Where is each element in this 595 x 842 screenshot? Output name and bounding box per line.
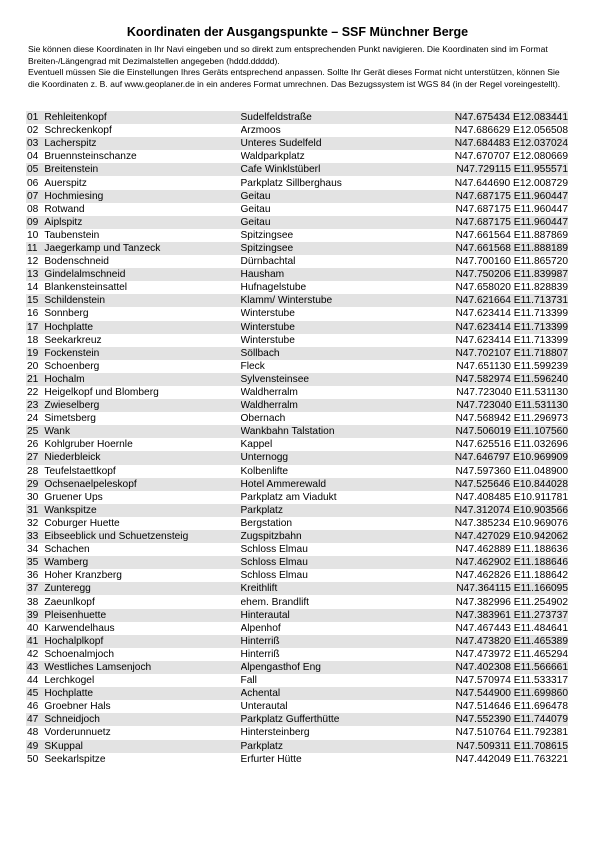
table-row bbox=[26, 242, 568, 255]
coordinates: N47.544900 E11.699860 bbox=[455, 688, 568, 700]
table-row bbox=[26, 465, 568, 478]
table-row bbox=[26, 307, 568, 320]
coordinates: N47.700160 E11.865720 bbox=[455, 256, 568, 268]
start-point: Geitau bbox=[240, 203, 271, 215]
start-point: Erfurter Hütte bbox=[240, 753, 302, 765]
table-row bbox=[26, 268, 568, 281]
start-point: Unteres Sudelfeld bbox=[240, 138, 322, 150]
table-row bbox=[26, 713, 568, 726]
start-point: Parkplatz am Viadukt bbox=[240, 491, 337, 503]
table-row bbox=[26, 674, 568, 687]
table-row bbox=[26, 412, 568, 425]
table-row bbox=[26, 726, 568, 739]
start-point: ehem. Brandlift bbox=[240, 596, 310, 608]
summit-name: Hochplatte bbox=[44, 688, 94, 700]
start-point: Hufnagelstube bbox=[240, 282, 307, 294]
summit-name: Wankspitze bbox=[44, 504, 97, 516]
table-row bbox=[26, 740, 568, 753]
start-point: Sudelfeldstraße bbox=[240, 112, 312, 124]
table-row bbox=[26, 163, 568, 176]
start-point: Dürnbachtal bbox=[240, 256, 296, 268]
row-number: 19 bbox=[27, 347, 39, 359]
row-number: 34 bbox=[27, 544, 39, 556]
start-point: Cafe Winklstüberl bbox=[240, 164, 321, 176]
row-number: 26 bbox=[27, 439, 39, 451]
coordinates: N47.402308 E11.566661 bbox=[455, 661, 568, 673]
start-point: Schloss Elmau bbox=[240, 570, 308, 582]
row-number: 50 bbox=[27, 753, 39, 765]
table-row bbox=[26, 582, 568, 595]
row-number: 08 bbox=[27, 203, 39, 215]
row-number: 32 bbox=[27, 517, 39, 529]
table-row bbox=[26, 622, 568, 635]
start-point: Waldparkplatz bbox=[240, 151, 305, 163]
summit-name: Rotwand bbox=[44, 203, 85, 215]
start-point: Klamm/ Winterstube bbox=[240, 295, 333, 307]
table-row bbox=[26, 321, 568, 334]
table-row bbox=[26, 530, 568, 543]
summit-name: Niederbleick bbox=[44, 452, 101, 464]
coordinates: N47.467443 E11.484641 bbox=[455, 622, 568, 634]
table-row bbox=[26, 203, 568, 216]
row-number: 02 bbox=[27, 125, 39, 137]
row-number: 44 bbox=[27, 675, 39, 687]
coordinates: N47.750206 E11.839987 bbox=[455, 269, 568, 281]
row-number: 41 bbox=[27, 635, 39, 647]
row-number: 27 bbox=[27, 452, 39, 464]
row-number: 22 bbox=[27, 387, 39, 399]
row-number: 36 bbox=[27, 570, 39, 582]
coordinates: N47.364115 E11.166095 bbox=[456, 583, 568, 595]
intro-text bbox=[28, 44, 568, 90]
start-point: Winterstube bbox=[240, 321, 295, 333]
summit-name: Hochplatte bbox=[44, 321, 94, 333]
table-row bbox=[26, 478, 568, 491]
summit-name: Hoher Kranzberg bbox=[44, 570, 122, 582]
row-number: 07 bbox=[27, 190, 39, 202]
row-number: 18 bbox=[27, 334, 39, 346]
table-row bbox=[26, 190, 568, 203]
coordinates: N47.462889 E11.188636 bbox=[455, 544, 568, 556]
start-point: Parkplatz bbox=[240, 504, 283, 516]
coordinates: N47.568942 E11.296973 bbox=[455, 413, 568, 425]
table-row bbox=[26, 294, 568, 307]
start-point: Parkplatz Gufferthütte bbox=[240, 714, 340, 726]
table-row bbox=[26, 281, 568, 294]
start-point: Hotel Ammerewald bbox=[240, 478, 326, 490]
row-number: 43 bbox=[27, 661, 39, 673]
start-point: Unternogg bbox=[240, 452, 289, 464]
coordinates: N47.644690 E12.008729 bbox=[454, 177, 568, 189]
row-number: 21 bbox=[27, 373, 39, 385]
start-point: Arzmoos bbox=[240, 125, 281, 137]
start-point: Hintersteinberg bbox=[240, 727, 310, 739]
summit-name: Aiplspitz bbox=[44, 216, 83, 228]
table-row bbox=[26, 150, 568, 163]
row-number: 35 bbox=[27, 557, 39, 569]
table-row bbox=[26, 753, 568, 766]
row-number: 10 bbox=[27, 229, 39, 241]
start-point: Obernach bbox=[240, 413, 286, 425]
summit-name: Groebner Hals bbox=[44, 701, 111, 713]
summit-name: Lacherspitz bbox=[44, 138, 97, 150]
coordinates: N47.570974 E11.533317 bbox=[455, 675, 568, 687]
coordinates: N47.385234 E10.969076 bbox=[454, 517, 568, 529]
row-number: 25 bbox=[27, 426, 39, 438]
table-row bbox=[26, 595, 568, 608]
start-point: Spitzingsee bbox=[240, 229, 294, 241]
start-point: Fall bbox=[240, 675, 257, 687]
row-number: 48 bbox=[27, 727, 39, 739]
summit-name: Blankensteinsattel bbox=[44, 282, 128, 294]
summit-name: Sonnberg bbox=[44, 308, 89, 320]
table-row bbox=[26, 451, 568, 464]
table-row bbox=[26, 229, 568, 242]
start-point: Kappel bbox=[240, 439, 273, 451]
start-point: Parkplatz bbox=[240, 740, 283, 752]
start-point: Geitau bbox=[240, 190, 271, 202]
summit-name: Hochmiesing bbox=[44, 190, 104, 202]
start-point: Parkplatz Sillberghaus bbox=[240, 177, 342, 189]
row-number: 03 bbox=[27, 138, 39, 150]
start-point: Waldherralm bbox=[240, 387, 298, 399]
coordinates: N47.702107 E11.718807 bbox=[455, 347, 568, 359]
table-row bbox=[26, 360, 568, 373]
table-row bbox=[26, 124, 568, 137]
table-row bbox=[26, 609, 568, 622]
coordinates: N47.729115 E11.955571 bbox=[456, 164, 568, 176]
summit-name: Simetsberg bbox=[44, 413, 96, 425]
coordinates: N47.382996 E11.254902 bbox=[455, 596, 568, 608]
summit-name: Wamberg bbox=[44, 557, 89, 569]
start-point: Waldherralm bbox=[240, 400, 298, 412]
row-number: 46 bbox=[27, 701, 39, 713]
coordinates: N47.473972 E11.465294 bbox=[455, 648, 568, 660]
table-row bbox=[26, 569, 568, 582]
coordinates: N47.525646 E10.844028 bbox=[454, 478, 568, 490]
coordinates-table bbox=[26, 111, 568, 766]
coordinates: N47.686629 E12.056508 bbox=[454, 125, 568, 137]
start-point: Söllbach bbox=[240, 347, 280, 359]
table-row bbox=[26, 373, 568, 386]
coordinates: N47.723040 E11.531130 bbox=[456, 387, 568, 399]
row-number: 01 bbox=[27, 112, 39, 124]
coordinates: N47.623414 E11.713399 bbox=[455, 308, 568, 320]
coordinates: N47.651130 E11.599239 bbox=[456, 360, 568, 372]
start-point: Achental bbox=[240, 688, 281, 700]
table-row bbox=[26, 386, 568, 399]
row-number: 06 bbox=[27, 177, 39, 189]
coordinates: N47.661564 E11.887869 bbox=[455, 229, 568, 241]
table-row bbox=[26, 504, 568, 517]
row-number: 45 bbox=[27, 688, 39, 700]
summit-name: Fockenstein bbox=[44, 347, 100, 359]
summit-name: Wank bbox=[44, 426, 71, 438]
start-point: Unterautal bbox=[240, 701, 288, 713]
coordinates: N47.684483 E12.037024 bbox=[454, 138, 568, 150]
start-point: Schloss Elmau bbox=[240, 544, 308, 556]
coordinates: N47.687175 E11.960447 bbox=[455, 203, 568, 215]
table-row bbox=[26, 491, 568, 504]
summit-name: Eibseeblick und Schuetzensteig bbox=[44, 531, 189, 543]
summit-name: Schildenstein bbox=[44, 295, 105, 307]
row-number: 09 bbox=[27, 216, 39, 228]
table-row bbox=[26, 347, 568, 360]
summit-name: Seekarkreuz bbox=[44, 334, 102, 346]
row-number: 38 bbox=[27, 596, 39, 608]
start-point: Hinterautal bbox=[240, 609, 290, 621]
summit-name: Schreckenkopf bbox=[44, 125, 112, 137]
table-row bbox=[26, 425, 568, 438]
summit-name: Lerchkogel bbox=[44, 675, 95, 687]
intro-paragraph: Eventuell müssen Sie die Einstellungen Ihres Geräts entsprechend anpassen. Sollte Ihr Gerät dieses Format nicht unterstützen, können Sie die Koordinaten z. B. auf www.geoplaner.de in ein anderes Format umrechnen. Das Bezugssystem ist WGS 84 (in der Regel voreingestellt). bbox=[28, 67, 561, 89]
row-number: 13 bbox=[27, 269, 39, 281]
coordinates: N47.506019 E11.107560 bbox=[455, 426, 568, 438]
start-point: Fleck bbox=[240, 360, 265, 372]
summit-name: Schoenalmjoch bbox=[44, 648, 115, 660]
coordinates: N47.646797 E10.969909 bbox=[454, 452, 568, 464]
row-number: 20 bbox=[27, 360, 39, 372]
row-number: 24 bbox=[27, 413, 39, 425]
row-number: 37 bbox=[27, 583, 39, 595]
summit-name: Zunteregg bbox=[44, 583, 91, 595]
summit-name: Heigelkopf und Blomberg bbox=[44, 387, 159, 399]
summit-name: Schoenberg bbox=[44, 360, 100, 372]
summit-name: Gruener Ups bbox=[44, 491, 103, 503]
coordinates: N47.427029 E10.942062 bbox=[454, 531, 568, 543]
start-point: Winterstube bbox=[240, 334, 295, 346]
coordinates: N47.473820 E11.465389 bbox=[455, 635, 568, 647]
summit-name: Schneidjoch bbox=[44, 714, 100, 726]
row-number: 05 bbox=[27, 164, 39, 176]
summit-name: Hochalm bbox=[44, 373, 85, 385]
table-row bbox=[26, 700, 568, 713]
table-row bbox=[26, 216, 568, 229]
summit-name: Bodenschneid bbox=[44, 256, 109, 268]
table-row bbox=[26, 648, 568, 661]
table-row bbox=[26, 687, 568, 700]
row-number: 29 bbox=[27, 478, 39, 490]
summit-name: Coburger Huette bbox=[44, 517, 120, 529]
table-row bbox=[26, 543, 568, 556]
page-title: Koordinaten der Ausgangspunkte – SSF Münchner Berge bbox=[126, 25, 469, 39]
coordinates: N47.597360 E11.048900 bbox=[455, 465, 568, 477]
start-point: Zugspitzbahn bbox=[240, 531, 302, 543]
coordinates: N47.514646 E11.696478 bbox=[455, 701, 568, 713]
coordinates: N47.625516 E11.032696 bbox=[455, 439, 568, 451]
coordinates: N47.383961 E11.273737 bbox=[455, 609, 568, 621]
row-number: 17 bbox=[27, 321, 39, 333]
start-point: Schloss Elmau bbox=[240, 557, 308, 569]
coordinates: N47.312074 E10.903566 bbox=[454, 504, 568, 516]
summit-name: Westliches Lamsenjoch bbox=[44, 661, 152, 673]
row-number: 40 bbox=[27, 622, 39, 634]
summit-name: Zwieselberg bbox=[44, 400, 100, 412]
start-point: Kreithlift bbox=[240, 583, 278, 595]
table-row bbox=[26, 137, 568, 150]
coordinates: N47.621664 E11.713731 bbox=[455, 295, 568, 307]
row-number: 42 bbox=[27, 648, 39, 660]
row-number: 14 bbox=[27, 282, 39, 294]
row-number: 31 bbox=[27, 504, 39, 516]
summit-name: Rehleitenkopf bbox=[44, 112, 107, 124]
row-number: 23 bbox=[27, 400, 39, 412]
summit-name: Gindelalmschneid bbox=[44, 269, 126, 281]
coordinates: N47.510764 E11.792381 bbox=[455, 727, 568, 739]
summit-name: Ochsenaelpeleskopf bbox=[44, 478, 137, 490]
coordinates: N47.408485 E10.911781 bbox=[455, 491, 568, 503]
coordinates: N47.687175 E11.960447 bbox=[455, 190, 568, 202]
coordinates: N47.623414 E11.713399 bbox=[455, 321, 568, 333]
coordinates: N47.442049 E11.763221 bbox=[455, 753, 568, 765]
start-point: Geitau bbox=[240, 216, 271, 228]
row-number: 33 bbox=[27, 531, 39, 543]
row-number: 39 bbox=[27, 609, 39, 621]
coordinates: N47.462826 E11.188642 bbox=[455, 570, 568, 582]
coordinates: N47.687175 E11.960447 bbox=[455, 216, 568, 228]
row-number: 47 bbox=[27, 714, 39, 726]
table-row bbox=[26, 334, 568, 347]
table-row bbox=[26, 438, 568, 451]
start-point: Winterstube bbox=[240, 308, 295, 320]
summit-name: Pleisenhuette bbox=[44, 609, 107, 621]
table-row bbox=[26, 176, 568, 189]
summit-name: Jaegerkamp und Tanzeck bbox=[44, 242, 161, 254]
start-point: Hinterriß bbox=[240, 635, 280, 647]
coordinates: N47.462902 E11.188646 bbox=[455, 557, 568, 569]
coordinates: N47.658020 E11.828839 bbox=[455, 282, 568, 294]
summit-name: Bruennsteinschanze bbox=[44, 151, 137, 163]
summit-name: Zaeunlkopf bbox=[44, 596, 95, 608]
summit-name: Teufelstaettkopf bbox=[44, 465, 116, 477]
summit-name: Breitenstein bbox=[44, 164, 99, 176]
row-number: 49 bbox=[27, 740, 39, 752]
summit-name: SKuppal bbox=[44, 740, 83, 752]
summit-name: Seekarlspitze bbox=[44, 753, 106, 765]
table-row bbox=[26, 635, 568, 648]
row-number: 04 bbox=[27, 151, 39, 163]
table-row bbox=[26, 255, 568, 268]
start-point: Alpenhof bbox=[240, 622, 281, 634]
start-point: Bergstation bbox=[240, 517, 293, 529]
coordinates: N47.661568 E11.888189 bbox=[455, 242, 568, 254]
row-number: 15 bbox=[27, 295, 39, 307]
table-row bbox=[26, 517, 568, 530]
coordinates: N47.582974 E11.596240 bbox=[455, 373, 568, 385]
row-number: 28 bbox=[27, 465, 39, 477]
table-row bbox=[26, 399, 568, 412]
start-point: Kolbenlifte bbox=[240, 465, 289, 477]
table-row bbox=[26, 661, 568, 674]
summit-name: Hochalplkopf bbox=[44, 635, 104, 647]
start-point: Wankbahn Talstation bbox=[240, 426, 335, 438]
coordinates: N47.623414 E11.713399 bbox=[455, 334, 568, 346]
table-row bbox=[26, 111, 568, 124]
row-number: 11 bbox=[27, 242, 38, 254]
summit-name: Schachen bbox=[44, 544, 90, 556]
summit-name: Auerspitz bbox=[44, 177, 87, 189]
coordinates: N47.670707 E12.080669 bbox=[454, 151, 568, 163]
start-point: Hausham bbox=[240, 269, 285, 281]
coordinates: N47.552390 E11.744079 bbox=[455, 714, 568, 726]
coordinates: N47.509311 E11.708615 bbox=[456, 740, 568, 752]
start-point: Spitzingsee bbox=[240, 242, 294, 254]
intro-paragraph: Sie können diese Koordinaten in Ihr Navi eingeben und so direkt zum entsprechenden Punkt navigieren. Die Koordinaten sind im Format Breiten-/Längengrad mit Dezimalstellen angegeben (hddd.ddddd). bbox=[28, 44, 548, 66]
summit-name: Kohlgruber Hoernle bbox=[44, 439, 133, 451]
summit-name: Vorderunnuetz bbox=[44, 727, 111, 739]
row-number: 30 bbox=[27, 491, 39, 503]
table-row bbox=[26, 556, 568, 569]
start-point: Hinterriß bbox=[240, 648, 280, 660]
summit-name: Karwendelhaus bbox=[44, 622, 115, 634]
coordinates: N47.675434 E12.083441 bbox=[454, 112, 568, 124]
start-point: Alpengasthof Eng bbox=[240, 661, 321, 673]
summit-name: Taubenstein bbox=[44, 229, 100, 241]
start-point: Sylvensteinsee bbox=[240, 373, 310, 385]
row-number: 16 bbox=[27, 308, 39, 320]
row-number: 12 bbox=[27, 256, 39, 268]
coordinates: N47.723040 E11.531130 bbox=[456, 400, 568, 412]
